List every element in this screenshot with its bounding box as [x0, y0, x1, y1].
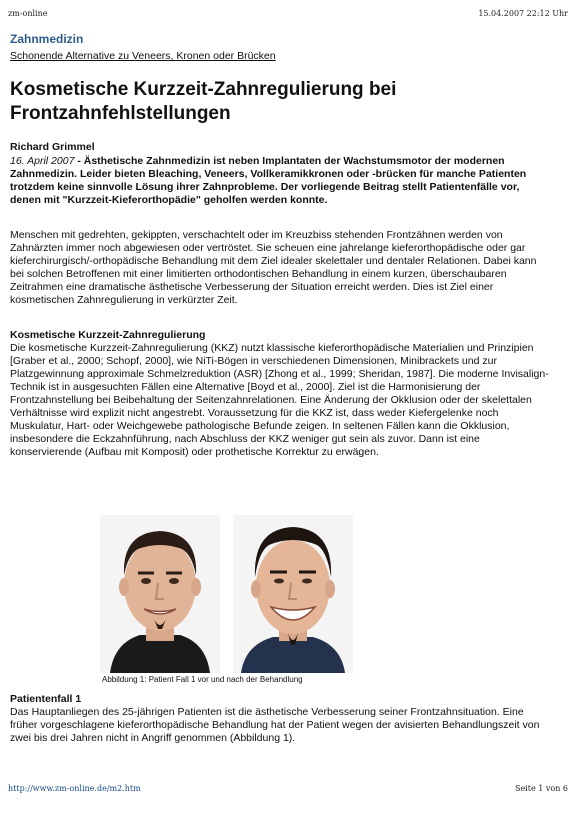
article-intro: Menschen mit gedrehten, gekippten, verschachtelt oder im Kreuzbiss stehenden Frontzähnen werden von Zahnärzten immer noch abgewiesen oder vertröstet. Sie scheuen eine jahrelange kieferorthopädische oder gar kieferchirurgisch/-orthopädische Behandlung mit dem Ziel idealer skelettaler und dentaler Relationen. Dabei kann bei solchen Betroffenen mit einer limitierten orthodontischen Behandlung in einem kurzen, überschaubaren Zeitrahmen eine dramatische ästhetische Verbesserung der Situation erreicht werden. Dies ist Ziel einer kosmetischen Zahnregulierung in verkürzter Zeit. — [10, 229, 537, 306]
case-heading: Patientenfall 1 — [10, 693, 82, 705]
print-footer-url[interactable]: http://www.zm-online.de/m2.htm — [8, 784, 141, 793]
category-heading: Zahnmedizin — [10, 32, 84, 46]
figure-before-after — [98, 515, 358, 685]
print-header — [8, 9, 568, 21]
case-section — [10, 693, 558, 745]
figure-caption: Abbildung 1: Patient Fall 1 vor und nach der Behandlung — [102, 675, 303, 684]
category-link[interactable]: Schonende Alternative zu Veneers, Kronen oder Brücken — [10, 50, 276, 62]
print-footer — [8, 784, 568, 796]
case-body: Das Hauptanliegen des 25-jährigen Patienten ist die ästhetische Verbesserung seiner Frontzahnsituation. Eine früher vorgeschlagene kieferorthopädische Behandlung hat der Patient wegen der avisierten Behandlungszeit von zwei bis drei Jahren nicht in Angriff genommen (Abbildung 1). — [10, 706, 540, 744]
article-title: Kosmetische Kurzzeit-Zahnregulierung bei Frontzahnfehlstellungen — [10, 79, 397, 124]
print-header-datetime: 15.04.2007 22:12 Uhr — [478, 9, 568, 18]
patient-photo-after — [233, 515, 353, 673]
print-header-site: zm-online — [8, 9, 48, 18]
article-lead — [10, 155, 550, 207]
patient-photo-before — [100, 515, 220, 673]
print-footer-page: Seite 1 von 6 — [514, 784, 568, 793]
article — [10, 32, 558, 459]
article-lead-text: - Ästhetische Zahnmedizin ist neben Implantaten der Wachstumsmotor der modernen Zahnmedizin. Leider bieten Bleaching, Veneers, Vollkeramikkronen oder -brücken für manche Patienten trotzdem keine sinnvolle Lösung ihrer Zahnprobleme. Der vorliegende Beitrag stellt Patientenfälle vor, denen mit "Kurzzeit-Kieferorthopädie" geholfen werden konnte. — [10, 155, 527, 206]
article-date: 16. April 2007 — [10, 155, 75, 167]
section1-heading: Kosmetische Kurzzeit-Zahnregulierung — [10, 329, 206, 341]
article-author: Richard Grimmel — [10, 141, 95, 153]
section1-body: Die kosmetische Kurzzeit-Zahnregulierung (KKZ) nutzt klassische kieferorthopädische Materialien und Prinzipien [Graber et al., 2000; Schopf, 2000], wie NiTi-Bögen in verschiedenen Dimensionen, Minibrackets und zur Platzgewinnung approximale Schmelzreduktion (ASR) [Zhong et al., 1999; Sheridan, 1987]. Die moderne Invisalign-Technik ist in ausgesuchten Fällen eine Alternative [Boyd et al., 2000]. Ziel ist die Harmonisierung der Frontzahnstellung bei Beibehaltung der Seitenzahnrelationen. Eine Änderung der Okklusion oder der skelettalen Verhältnisse wird explizit nicht angestrebt. Voraussetzung für die KKZ ist, dass weder Kiefergelenke noch Muskulatur, Hart- oder Weichgewebe pathologische Befunde zeigen. In seltenen Fällen kann die Okklusion, insbesondere die Eckzahnführung, nach Abschluss der KKZ weniger gut sein als zuvor. Dann ist eine konservierende (Aufbau mit Komposit) oder prothetische Korrektur zu erwägen. — [10, 342, 549, 458]
